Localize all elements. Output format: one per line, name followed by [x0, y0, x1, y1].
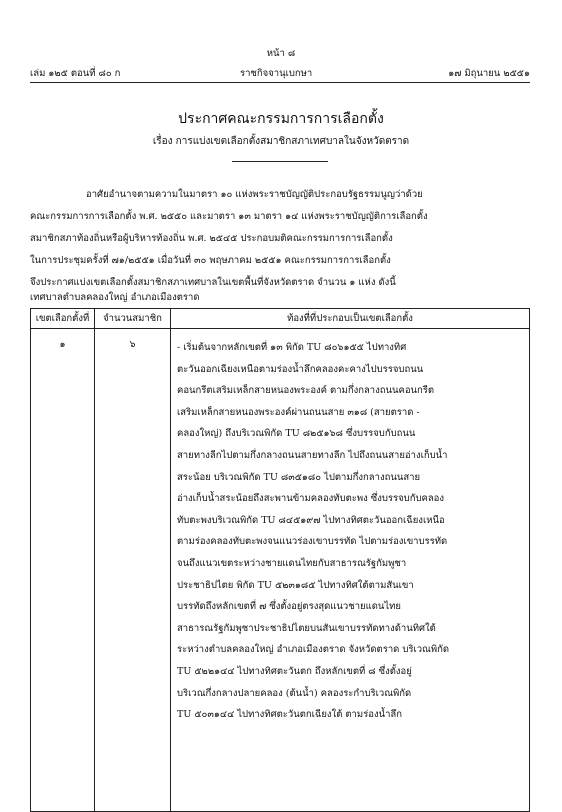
- announcement-body: [30, 184, 530, 294]
- table-row: [31, 329, 530, 812]
- header-divider: [30, 82, 530, 83]
- district-table: [30, 308, 530, 812]
- gazette-name: ราชกิจจานุเบกษา: [240, 68, 313, 79]
- district-number: ๑: [31, 329, 95, 812]
- header-members: จำนวนสมาชิก: [95, 309, 171, 329]
- area-line: TU ๕๒๒๑๔๔ ไปทางทิศตะวันตก ถึงหลักเขตที่ ๘ ซึ่งตั้งอยู่: [177, 665, 412, 677]
- body-line: อาศัยอำนาจตามความในมาตรา ๑๐ แห่งพระราชบัญญัติประกอบรัฐธรรมนูญว่าด้วย: [86, 189, 423, 200]
- area-line: สระน้อย บริเวณพิกัด TU ๘๓๕๑๘๐ ไปตามกึ่งกลางถนนสาย: [177, 471, 421, 483]
- body-line: จึงประกาศแบ่งเขตเลือกตั้งสมาชิกสภาเทศบาลในเขตพื้นที่จังหวัดตราด จำนวน ๑ แห่ง ดังนี้: [30, 277, 396, 288]
- area-line: คลองใหญ่) ถึงบริเวณพิกัด TU ๘๒๕๑๖๘ ซึ่งบรรจบกับถนน: [177, 428, 416, 440]
- municipality-label: เทศบาลตำบลคลองใหญ่ อำเภอเมืองตราด: [30, 292, 200, 303]
- publication-date: ๑๗ มิถุนายน ๒๕๕๑: [448, 68, 530, 79]
- area-line: ระหว่างตำบลคลองใหญ่ อำเภอเมืองตราด จังหวัดตราด บริเวณพิกัด: [177, 644, 450, 656]
- area-line: เสริมเหล็กสายหนองพระองค์ผ่านถนนสาย ๓๑๘ (สายตราด -: [177, 406, 420, 418]
- area-line: สายทางลีกไปตามกึ่งกลางถนนสายทางลีก ไปถึงถนนสายอ่างเก็บน้ำ: [177, 449, 448, 461]
- header-area: ท้องที่ที่ประกอบเป็นเขตเลือกตั้ง: [171, 309, 530, 329]
- area-line: บริเวณกึ่งกลางปลายคลอง (ต้นน้ำ) คลองระกำบริเวณพิกัด: [177, 687, 412, 699]
- area-line: อ่างเก็บน้ำสระน้อยถึงสะพานข้ามคลองทับตะพง ซึ่งบรรจบกับคลอง: [177, 493, 445, 505]
- body-line: ในการประชุมครั้งที่ ๗๑/๒๕๕๑ เมื่อวันที่ ๓๐ พฤษภาคม ๒๕๕๑ คณะกรรมการการเลือกตั้ง: [30, 255, 391, 266]
- body-line: สมาชิกสภาท้องถิ่นหรือผู้บริหารท้องถิ่น พ.ศ. ๒๕๔๕ ประกอบมติคณะกรรมการการเลือกตั้ง: [30, 233, 393, 244]
- area-line: สาธารณรัฐกัมพูชาประชาธิปไตยบนสันเขาบรรทัดทางด้านทิศใต้: [177, 622, 436, 634]
- area-line: TU ๕๐๓๑๔๔ ไปทางทิศตะวันตกเฉียงใต้ ตามร่องน้ำลึก: [177, 709, 402, 721]
- area-line: ทับตะพงบริเวณพิกัด TU ๘๔๕๑๙๗ ไปทางทิศตะวันออกเฉียงเหนือ: [177, 514, 445, 526]
- area-line: จนถึงแนวเขตระหว่างชายแดนไทยกับสาธารณรัฐกัมพูชา: [177, 557, 407, 569]
- area-line: ประชาธิปไตย พิกัด TU ๕๒๓๑๘๕ ไปทางทิศใต้ตามสันเขา: [177, 579, 414, 591]
- area-line: - เริ่มต้นจากหลักเขตที่ ๑๓ พิกัด TU ๘๐๖๑๕๕ ไปทางทิศ: [177, 342, 407, 353]
- area-line: คอนกรีตเสริมเหล็กสายหนองพระองค์ ตามกึ่งกลางถนนคอนกรีต: [177, 385, 435, 397]
- area-line: ตามร่องคลองทับตะพงจนแนวร่องเขาบรรทัด ไปตามร่องเขาบรรทัด: [177, 536, 448, 548]
- table-header-row: [31, 309, 530, 329]
- area-line: บรรทัดถึงหลักเขตที่ ๗ ซึ่งตั้งอยู่ตรงสุดแนวชายแดนไทย: [177, 601, 401, 613]
- header-district: เขตเลือกตั้งที่: [31, 309, 95, 329]
- area-line: ตะวันออกเฉียงเหนือตามร่องน้ำลึกคลองคะคางไปบรรจบถนน: [177, 363, 424, 375]
- page-number: หน้า ๘: [266, 48, 296, 59]
- member-count: ๖: [95, 329, 171, 812]
- volume-issue: เล่ม ๑๒๕ ตอนที่ ๘๐ ก: [30, 68, 121, 79]
- announcement-title: ประกาศคณะกรรมการการเลือกตั้ง: [178, 111, 384, 127]
- area-description: [171, 329, 530, 812]
- body-line: คณะกรรมการการเลือกตั้ง พ.ศ. ๒๕๕๐ และมาตรา ๑๓ มาตรา ๑๔ แห่งพระราชบัญญัติการเลือกตั้ง: [30, 211, 428, 222]
- announcement-subject: เรื่อง การแบ่งเขตเลือกตั้งสมาชิกสภาเทศบาลในจังหวัดตราด: [152, 136, 410, 147]
- title-rule: [232, 161, 328, 162]
